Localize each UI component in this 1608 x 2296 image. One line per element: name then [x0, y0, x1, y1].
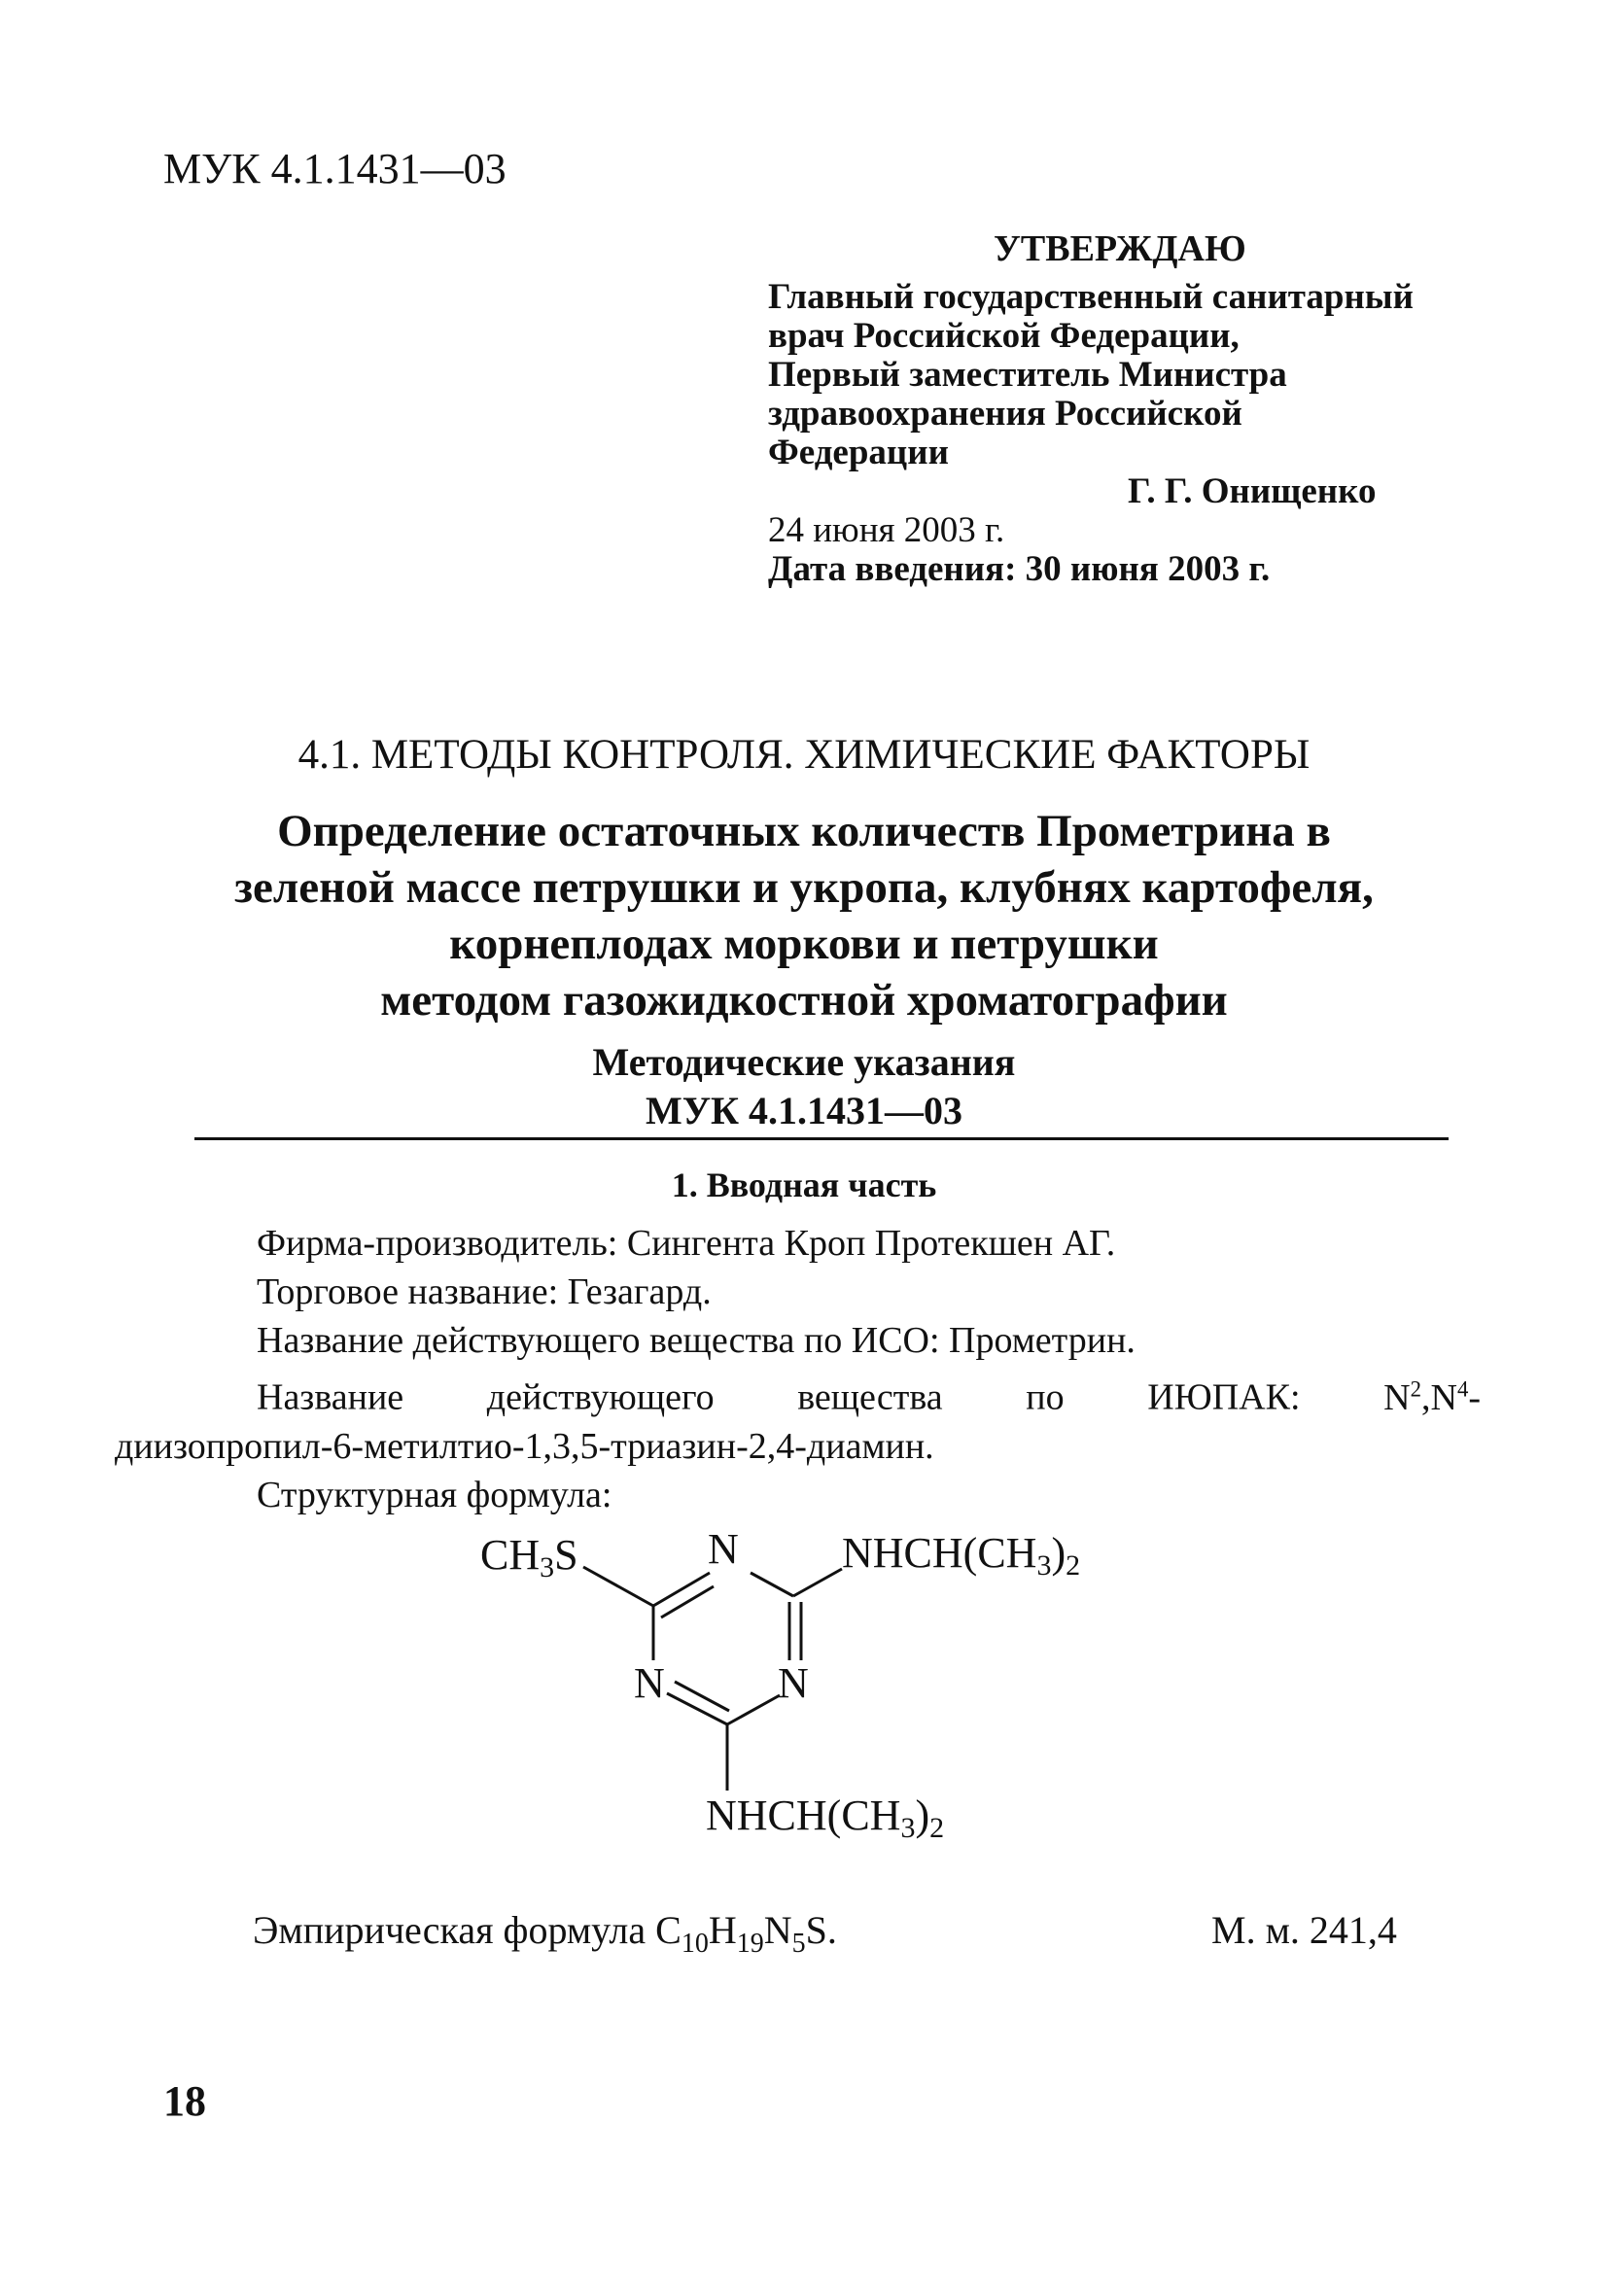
bond-n-left-c-double	[675, 1682, 729, 1711]
page-number: 18	[163, 2077, 206, 2125]
bond-c-n-right	[727, 1695, 780, 1724]
bond-c-n-top-double	[661, 1586, 714, 1618]
document-code-header: МУК 4.1.1431—03	[163, 145, 507, 192]
document-code: МУК 4.1.1431—03	[645, 1089, 963, 1132]
approval-signatory: Г. Г. Онищенко	[1128, 471, 1377, 511]
iupac-label: Название действующего вещества по ИЮПАК:	[257, 1376, 1301, 1418]
effective-date: Дата введения: 30 июня 2003 г.	[768, 549, 1271, 589]
formula-left-group: CH3S	[480, 1531, 578, 1583]
intro-heading: 1. Вводная часть	[671, 1165, 937, 1204]
approval-date: 24 июня 2003 г.	[768, 510, 1005, 550]
trade-name-line: Торговое название: Гезагард.	[257, 1271, 712, 1312]
section-title: 4.1. МЕТОДЫ КОНТРОЛЯ. ХИМИЧЕСКИЕ ФАКТОРЫ	[297, 732, 1311, 778]
bond-c-n-top	[653, 1573, 710, 1606]
approval-heading: УТВЕРЖДАЮ	[994, 228, 1246, 269]
bond-n-left-c	[667, 1693, 727, 1724]
iso-name-line: Название действующего вещества по ИСО: Прометрин.	[257, 1320, 1136, 1361]
iupac-name-continuation: диизопропил-6-метилтио-1,3,5-триазин-2,4-диамин.	[115, 1425, 934, 1467]
formula-right-group: NHCH(CH3)2	[842, 1529, 1081, 1582]
formula-ring-n-left: N	[634, 1659, 665, 1707]
structure-label: Структурная формула:	[257, 1474, 612, 1515]
formula-bottom-group: NHCH(CH3)2	[706, 1792, 945, 1844]
bond-c-nh-right	[793, 1569, 842, 1596]
approval-position-line: врач Российской Федерации,	[768, 316, 1240, 356]
document-title-line: зеленой массе петрушки и укропа, клубнях картофеля,	[234, 862, 1374, 913]
document-title-line: корнеплодах моркови и петрушки	[449, 919, 1159, 969]
approval-position-line: Первый заместитель Министра	[768, 355, 1287, 395]
bond-s-c	[583, 1567, 653, 1606]
approval-position-line: Федерации	[768, 433, 949, 472]
document-title-line: Определение остаточных количеств Прометрина в	[277, 806, 1331, 856]
formula-ring-n-right: N	[778, 1659, 809, 1707]
iupac-n2-n4: $N^2,N^4-$	[1383, 1376, 1481, 1418]
document-type: Методические указания	[592, 1040, 1016, 1084]
bond-n-top-c	[751, 1573, 793, 1596]
approval-position-line: здравоохранения Российской	[768, 394, 1242, 434]
manufacturer-line: Фирма-производитель: Сингента Кроп Протекшен АГ.	[257, 1223, 1116, 1264]
approval-position-line: Главный государственный санитарный	[768, 277, 1414, 317]
empirical-formula: Эмпирическая формула $C_{10}H_{19}N_5S$.	[253, 1908, 837, 1959]
molar-mass: М. м. 241,4	[1211, 1908, 1397, 1952]
formula-ring-n-top: N	[708, 1525, 739, 1573]
document-title-line: методом газожидкостной хроматографии	[380, 975, 1228, 1026]
